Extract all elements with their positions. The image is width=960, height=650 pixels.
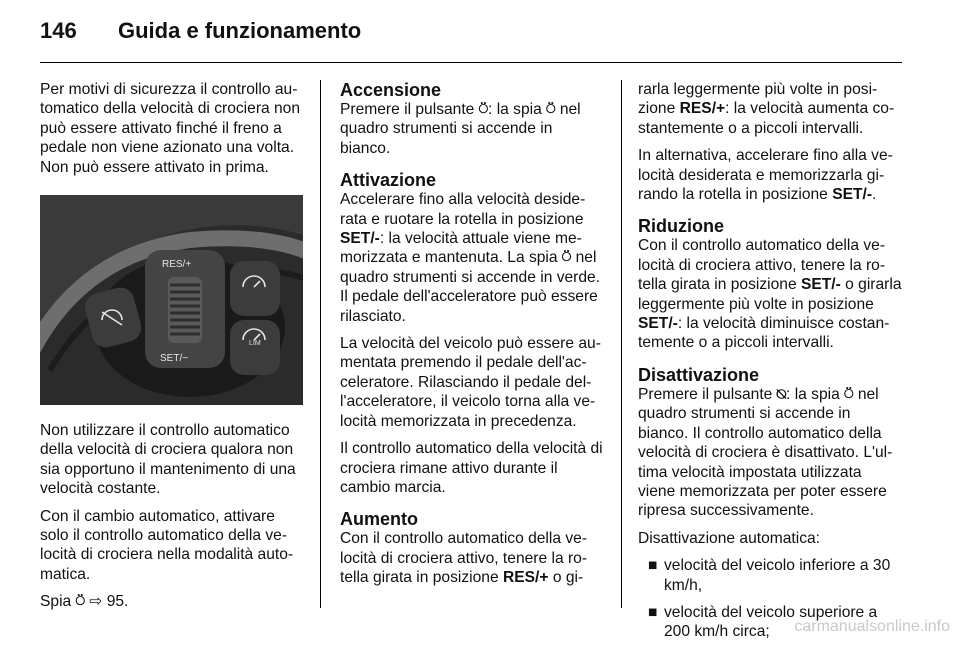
res-label: RES/+ bbox=[679, 100, 726, 118]
text-run: : la velocità attuale viene me-morizzata e mantenuta. La spia bbox=[340, 230, 582, 267]
set-label: SET/- bbox=[340, 230, 380, 248]
attivazione-paragraph bbox=[340, 190, 603, 326]
column-divider-2 bbox=[621, 80, 622, 608]
text-run: Premere il pulsante bbox=[638, 385, 777, 403]
accensione-paragraph bbox=[340, 100, 603, 158]
list-item-text: velocità del veicolo superiore a 200 km/h circa; bbox=[664, 603, 878, 641]
cruise-control-off-icon: ⍉ bbox=[776, 385, 787, 403]
cruise-control-lamp-icon: ⍥ bbox=[844, 385, 854, 403]
column-1 bbox=[40, 80, 303, 620]
cruise-control-on-icon: ⍥ bbox=[478, 101, 489, 118]
set-label: SET/- bbox=[638, 315, 678, 333]
spia-reference bbox=[40, 592, 303, 611]
attivazione-paragraph-3: Il controllo automatico della velocità di crociera rimane attivo durante il cambio marcia. bbox=[340, 440, 603, 496]
text-run: nel quadro strumenti si accende in bianco. bbox=[340, 101, 581, 157]
spia-label: Spia bbox=[40, 593, 72, 611]
automatic-gearbox-paragraph: Con il cambio automatico, attivare solo il controllo automatico della ve-locità di crociera nella modalità auto-matica. bbox=[40, 507, 294, 583]
bullet-icon: ■ bbox=[648, 557, 658, 575]
text-run: Premere il pulsante bbox=[340, 101, 479, 118]
text-run: Con il controllo automatico della ve-locità di crociera attivo, tenere la ro-tella girata in posizione bbox=[340, 530, 588, 587]
header-rule bbox=[40, 62, 902, 63]
page-number: 146 bbox=[40, 18, 77, 43]
text-run: . bbox=[872, 186, 877, 204]
column-3 bbox=[638, 80, 902, 650]
text-run: nel quadro strumenti si accende in verde. Il pedale dell'acceleratore può essere rilasciato. bbox=[340, 249, 601, 325]
text-run: : la velocità aumenta co-stantemente o a piccoli intervalli. bbox=[638, 100, 895, 137]
text-run: Con il controllo automatico della ve-locità di crociera attivo, tenere la ro-tella girata in posizione bbox=[638, 237, 886, 294]
set-label: SET/− bbox=[160, 353, 189, 365]
lim-label: LIM bbox=[249, 340, 261, 348]
cruise-control-lamp-icon: ⍥ bbox=[546, 101, 556, 118]
res-label: RES/+ bbox=[162, 259, 192, 271]
section-accensione: Accensione bbox=[340, 80, 442, 100]
text-run: nel quadro strumenti si accende in bianco. Il controllo automatico della velocità di crociera è disattivato. L'ul-tima velocità impostata utilizzata viene memorizzata per poter essere ripresa successivamente. bbox=[638, 385, 893, 520]
section-disattivazione: Disattivazione bbox=[638, 364, 760, 385]
text-run: rarla leggermente più volte in posi-zione bbox=[638, 81, 878, 118]
text-run: : la spia bbox=[786, 385, 845, 403]
text-run: : la spia bbox=[488, 101, 547, 118]
column-2 bbox=[340, 80, 603, 596]
automatic-deactivation-label: Disattivazione automatica: bbox=[638, 529, 821, 547]
bullet-icon: ■ bbox=[648, 603, 658, 621]
cruise-control-lamp-icon: ⍥ bbox=[75, 593, 85, 611]
list-item bbox=[638, 556, 902, 595]
disattivazione-paragraph bbox=[638, 385, 902, 521]
steering-wheel-controls-photo bbox=[40, 195, 303, 405]
steering-wheel-illustration bbox=[40, 195, 303, 405]
watermark: carmanualsonline.info bbox=[794, 618, 950, 635]
res-label: RES/+ bbox=[502, 569, 549, 587]
page-title: Guida e funzionamento bbox=[118, 18, 362, 43]
set-label: SET/- bbox=[832, 186, 873, 204]
column-divider-1 bbox=[320, 80, 321, 608]
section-aumento: Aumento bbox=[340, 509, 418, 530]
cruise-control-lamp-icon: ⍥ bbox=[561, 249, 572, 267]
section-riduzione: Riduzione bbox=[638, 216, 724, 237]
page-ref-arrow-icon: ⇨ bbox=[89, 593, 103, 611]
aumento-alternative-paragraph bbox=[638, 146, 902, 204]
aumento-continued-paragraph bbox=[638, 80, 902, 138]
aumento-paragraph bbox=[340, 529, 603, 587]
text-run: o gi- bbox=[548, 569, 584, 587]
section-attivazione: Attivazione bbox=[340, 170, 437, 191]
page-ref-number: 95. bbox=[106, 593, 129, 611]
attivazione-paragraph-2: La velocità del veicolo può essere au-mentata premendo il pedale dell'ac-celeratore. Rilasciando il pedale del-l'acceleratore, il veicolo torna alla ve-locità memorizzata in precedenza. bbox=[340, 335, 601, 430]
warning-paragraph: Non utilizzare il controllo automatico della velocità di crociera qualora non sia opportuno il mantenimento di una velocità costante. bbox=[40, 422, 296, 498]
text-run: In alternativa, accelerare fino alla ve-locità desiderata e memorizzarla gi-rando la rotella in posizione bbox=[638, 147, 893, 204]
safety-paragraph: Per motivi di sicurezza il controllo au-tomatico della velocità di crociera non può essere attivato finché il freno a pedale non viene azionato una volta. Non può essere attivato in prima. bbox=[40, 81, 301, 176]
text-run: Accelerare fino alla velocità deside-rata e ruotare la rotella in posizione bbox=[340, 191, 586, 228]
set-label: SET/- bbox=[800, 276, 841, 294]
list-item-text: velocità del veicolo inferiore a 30 km/h, bbox=[664, 557, 891, 594]
text-run: o girarla leggermente più volte in posizione bbox=[638, 276, 902, 313]
riduzione-paragraph bbox=[638, 236, 902, 352]
text-run: : la velocità diminuisce costan-temente o a piccoli intervalli. bbox=[638, 315, 890, 352]
